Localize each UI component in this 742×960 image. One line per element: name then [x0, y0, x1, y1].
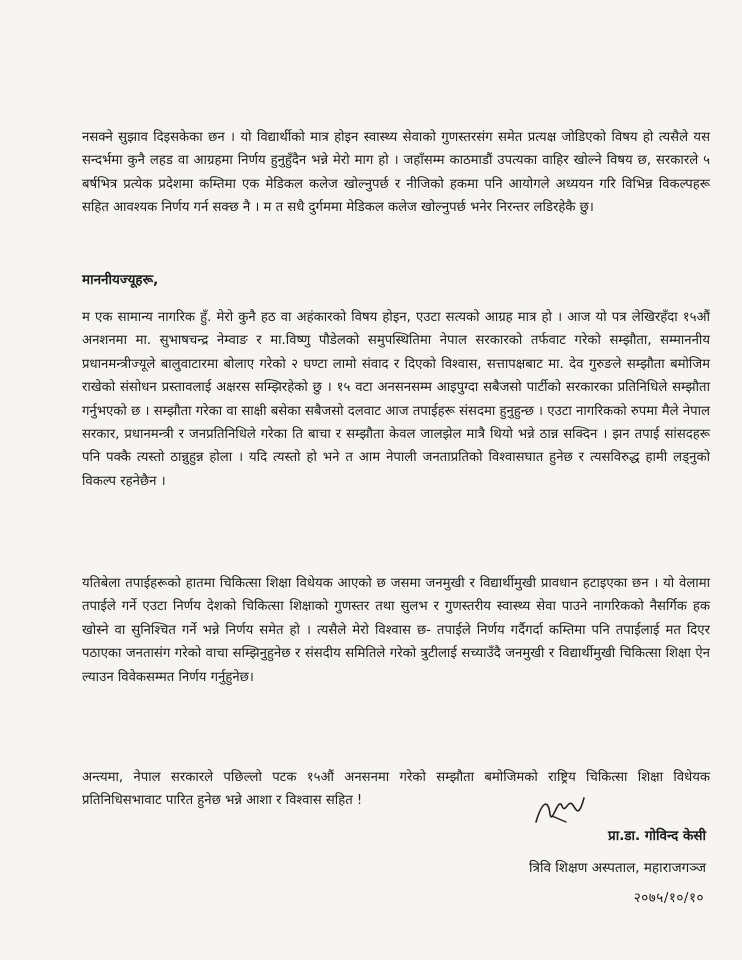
- signatory-name: प्रा.डा. गोविन्द केसी: [608, 828, 706, 844]
- paragraph-1: नसक्ने सुझाव दिइसकेका छन । यो विद्यार्थीको मात्र होइन स्वास्थ्य सेवाको गुणस्तरसंग समेत प्रत्यक्ष जोडिएको विषय हो त्यसैले यस सन्दर्भमा कुनै लहड वा आग्रहमा निर्णय हुनुहुँदैन भन्ने मेरो माग हो । जहाँसम्म काठमाडौं उपत्यका वाहिर खोल्ने विषय छ, सरकारले ५ बर्षभित्र प्रत्येक प्रदेशमा कम्तिमा एक मेडिकल कलेज खोल्नुपर्छ र नीजिको हकमा पनि आयोगले अध्ययन गरि विभिन्न विकल्पहरू सहित आवश्यक निर्णय गर्न सक्छ नै । म त सधै दुर्गममा मेडिकल कलेज खोल्नुपर्छ भनेर निरन्तर लडिरहेकै छु।: [82, 130, 710, 216]
- handwritten-signature: [532, 792, 592, 832]
- signatory-organization: त्रिवि शिक्षण अस्पताल, महाराजगञ्ज: [529, 860, 706, 876]
- paragraph-3: यतिबेला तपाईहरूको हातमा चिकित्सा शिक्षा विधेयक आएको छ जसमा जनमुखी र विद्यार्थीमुखी प्रावधान हटाइएका छन । यो वेलामा तपाईले गर्ने एउटा निर्णय देशको चिकित्सा शिक्षाको गुणस्तर तथा सुलभ र गुणस्तरीय स्वास्थ्य सेवा पाउने नागरिकको नैसर्गिक हक खोस्ने वा सुनिश्चित गर्ने भन्ने निर्णय समेत हो । त्यसैले मेरो विश्वास छ- तपाईले निर्णय गर्दैगर्दा कम्तिमा पनि तपाईलाई मत दिएर पठाएका जनतासंग गरेको वाचा सम्झिनुहुनेछ र संसदीय समितिले गरेको त्रुटीलाई सच्याउँदै जनमुखी र विद्यार्थीमुखी चिकित्सा शिक्षा ऐन ल्याउन विवेकसम्मत निर्णय गर्नुहुनेछ।: [82, 576, 710, 685]
- paragraph-2: म एक सामान्य नागरिक हुँ. मेरो कुनै हठ वा अहंकारको विषय होइन, एउटा सत्यको आग्रह मात्र हो । आज यो पत्र लेखिरहँदा १५औं अनशनमा मा. सुभाषचन्द्र नेम्वाङ र मा.विष्णु पौडेलको समुपस्थितिमा नेपाल सरकारको तर्फवाट गरेको सम्झौता, सम्माननीय प्रधानमन्त्रीज्यूले बालुवाटारमा बोलाए गरेको २ घण्टा लामो संवाद र दिएको विश्वास, सत्तापक्षबाट मा. देव गुरुङले सम्झौता बमोजिम राखेको संसोधन प्रस्तावलाई अक्षरस सम्झिरहेको छु । १५ वटा अनसनसम्म आइपुग्दा सबैजसो पार्टीको सरकारका प्रतिनिधिले सम्झौता गर्नुभएको छ । सम्झौता गरेका वा साक्षी बसेका सबैजसो दलवाट आज तपाईहरू संसदमा हुनुहुन्छ । एउटा नागरिकको रुपमा मैले नेपाल सरकार, प्रधानमन्त्री र जनप्रतिनिधिले गरेका ति बाचा र सम्झौता केवल जालझेल मात्रै थियो भन्ने ठान्न सक्दिन । झन तपाई सांसदहरू पनि पक्कै त्यस्तो ठान्नुहुन्न होला । यदि त्यस्तो हो भने त आम नेपाली जनताप्रतिको विश्वासघात हुनेछ र त्यसविरुद्ध हामी लड्नुको विकल्प रहनेछैन ।: [82, 310, 710, 489]
- paragraph-4: अन्त्यमा, नेपाल सरकारले पछिल्लो पटक १५औं अनसनमा गरेको सम्झौता बमोजिमको राष्ट्रिय चिकित्सा शिक्षा विधेयक प्रतिनिधिसभावाट पारित हुनेछ भन्ने आशा र विश्वास सहित !: [82, 770, 710, 809]
- salutation: माननीयज्यूहरू,: [82, 272, 159, 288]
- letter-date: २०७५/१०/१०: [633, 890, 704, 906]
